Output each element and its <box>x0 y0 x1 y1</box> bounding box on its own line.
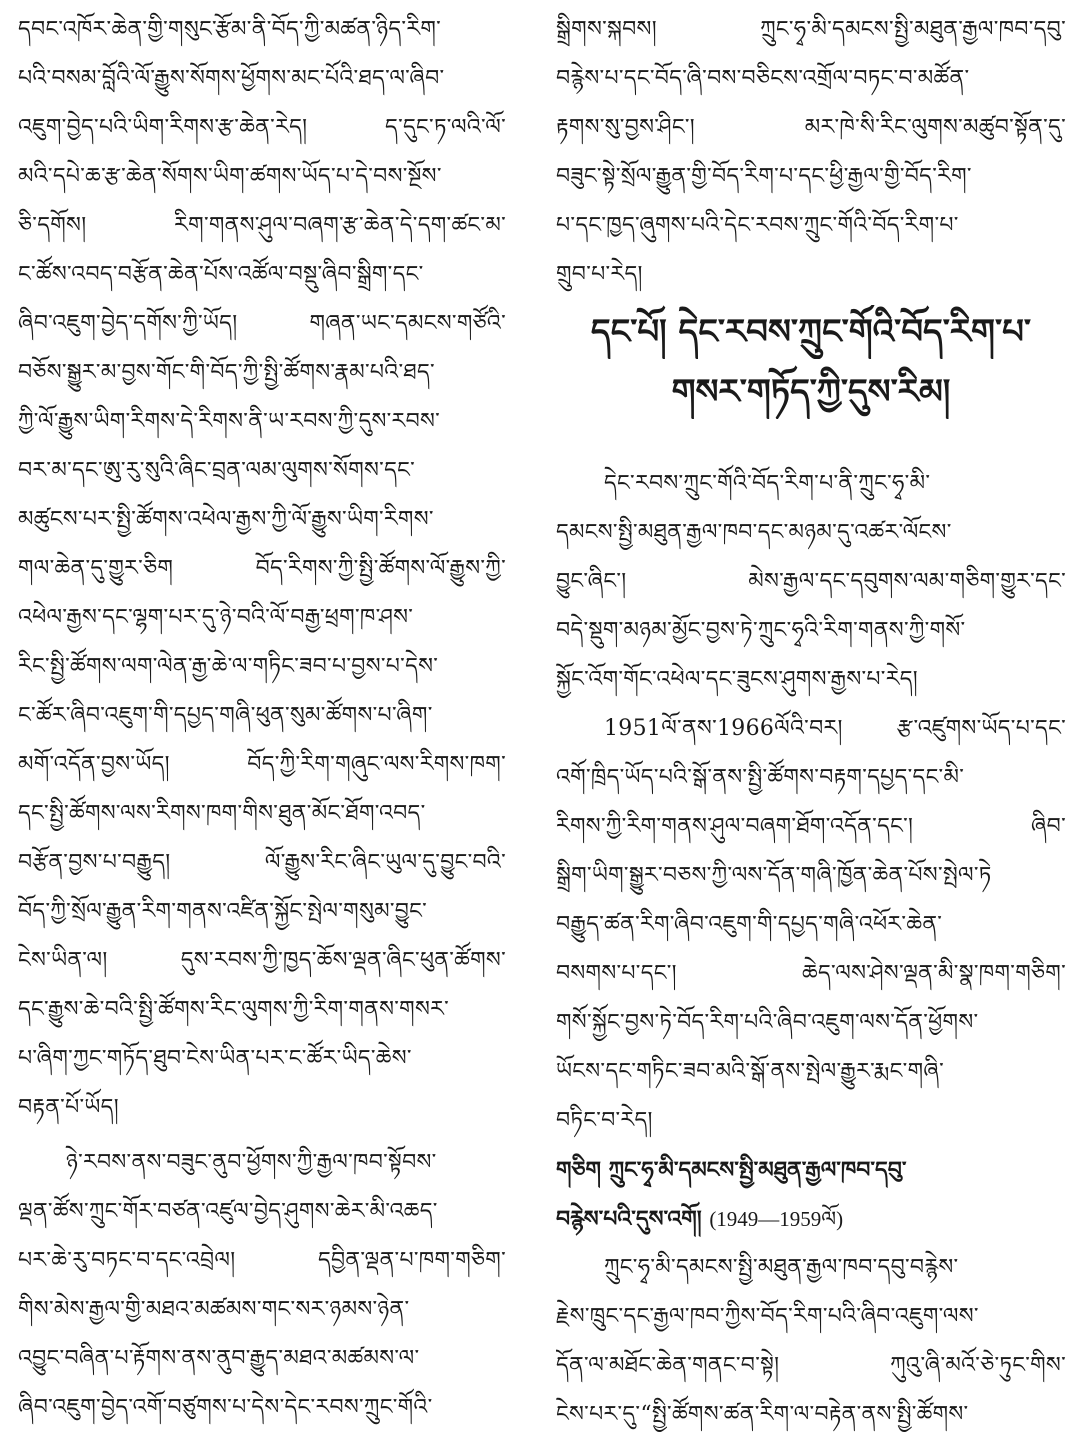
text-line: དོན་ལ་མཐོང་ཆེན་གནང་བ་སྟེ། ཀུའུ་ཞི་མའོ་ཅེ་ཏུང་གིས་ <box>556 1353 1066 1378</box>
text-line: འགོ་ཁྲིད་ཡོད་པའི་སྒོ་ནས་སྤྱི་ཚོགས་བརྟག་དཔྱད་དང་མི་ <box>556 765 965 790</box>
text-line: ངེས་པར་དུ་“སྤྱི་ཚོགས་ཚན་རིག་ལ་བརྟེན་ནས་སྤྱི་ཚོགས་ <box>556 1402 969 1427</box>
text-line: འཇུག་བྱེད་པའི་ཡིག་རིགས་རྩ་ཆེན་རེད། ད་དུང་ཏ་ལའི་ལོ་ <box>18 115 506 140</box>
text-line: ཞིབ་འཇུག་བྱེད་དགོས་ཀྱི་ཡོད། གཞན་ཡང་དམངས་གཙོའི་ <box>18 311 506 336</box>
text-line: གསོ་སྐྱོང་བྱས་ཏེ་བོད་རིག་པའི་ཞིབ་འཇུག་ལས་དོན་ཕྱོགས་ <box>556 1010 979 1035</box>
text-line: བྱུང་ཞིང་། མེས་རྒྱལ་དང་དབུགས་ལམ་གཅིག་གྱུར་དང་ <box>556 569 1066 594</box>
text-line: འཕེལ་རྒྱས་དང་ལྷག་པར་དུ་ཉེ་བའི་ལོ་བརྒྱ་ཕྲག་ཁ་ཤས་ <box>18 605 414 630</box>
text-line: ངེས་ཡིན་ལ། དུས་རབས་ཀྱི་ཁྱད་ཆོས་ལྡན་ཞིང་ཕུན་ཚོགས་ <box>18 948 506 973</box>
text-line: བསགས་པ་དང་། ཆེད་ལས་ཤེས་ལྡན་མི་སྣ་ཁག་གཅིག་ <box>556 961 1066 986</box>
text-line: ང་ཚོས་འབད་བརྩོན་ཆེན་པོས་འཚོལ་བསྡུ་ཞིབ་སྒྲིག་དང་ <box>18 262 424 287</box>
text-line: བར་མ་དང་ཨུ་རུ་སུའི་ཞིང་བྲན་ལམ་ལུགས་སོགས་དང་ <box>18 458 416 483</box>
sub-heading-text: བརྙེས་པའི་དུས་འགོ། <box>556 1206 702 1232</box>
text-line: ཞིབ་འཇུག་བྱེད་འགོ་བཙུགས་པ་དེས་དེང་རབས་ཀྲུང་གོའི་ <box>18 1395 433 1420</box>
text-line: ཉེ་རབས་ནས་བཟུང་ནུབ་ཕྱོགས་ཀྱི་རྒྱལ་ཁབ་སྟོབས་ <box>66 1150 437 1175</box>
text-line: པར་ཆེ་རུ་བཏང་བ་དང་འབྲེལ། དབྱིན་ལྡན་པ་ཁག་གཅིག་ <box>18 1248 506 1273</box>
text-line: སྐྱོང་འོག་གོང་འཕེལ་དང་ཟུངས་ཤུགས་རྒྱས་པ་རེད། <box>556 667 918 692</box>
text-line: བཟུང་སྟེ་སྲོལ་རྒྱུན་གྱི་བོད་རིག་པ་དང་ཕྱི་རྒྱལ་གྱི་བོད་རིག་ <box>556 164 972 189</box>
heading-line: དང་པོ། དེང་རབས་ཀྲུང་གོའི་བོད་རིག་པ་ <box>590 312 1032 352</box>
text-line: རྟགས་སུ་བྱས་ཤིང་། མར་ཁེ་སི་རིང་ལུགས་མཚུབ་སྟོན་དུ་ <box>556 115 1066 140</box>
text-line: བརྒྱུད་ཚན་རིག་ཞིབ་འཇུག་གི་དཔྱད་གཞི་འཕོར་ཆེན་ <box>556 912 943 937</box>
text-line: ལྡན་ཚོས་ཀྲུང་གོར་བཙན་འཛུལ་བྱེད་ཤུགས་ཆེར་མི་འཆད་ <box>18 1199 438 1224</box>
text-line: དམངས་སྤྱི་མཐུན་རྒྱལ་ཁབ་དང་མཉམ་དུ་འཚར་ལོངས་ <box>556 520 952 545</box>
text-line: བཅོས་སྒྱུར་མ་བྱས་གོང་གི་བོད་ཀྱི་སྤྱི་ཚོགས་རྣམ་པའི་ཐད་ <box>18 360 435 385</box>
text-line: འབྱུང་བཞིན་པ་རྟོགས་ནས་ནུབ་རྒྱུད་མཐའ་མཚམས་ལ་ <box>18 1346 420 1371</box>
text-line: བཏིང་བ་རེད། <box>556 1108 653 1133</box>
sub-heading-line <box>556 1197 1066 1241</box>
sub-heading-years: (1949—1959ལོ) <box>709 1207 844 1231</box>
text-line: བོད་ཀྱི་སྲོལ་རྒྱུན་རིག་གནས་འཛིན་སྐྱོང་སྤེལ་གསུམ་བྱུང་ <box>18 899 428 924</box>
text-line: 1951ལོ་ནས་1966ལོའི་བར། རྩ་འཛུགས་ཡོད་པ་དང་ <box>604 716 1066 741</box>
text-line: སྒྲིག་ཡིག་སྒྱུར་བཅས་ཀྱི་ལས་དོན་གཞི་ཁྱོན་ཆེན་པོས་སྤེལ་ཏེ <box>556 863 992 888</box>
text-line: པ་ཞིག་ཀྱང་གཏོད་ཐུབ་ངེས་ཡིན་པར་ང་ཚོར་ཡིད་ཆེས་ <box>18 1046 412 1071</box>
text-line: དང་སྤྱི་ཚོགས་ལས་རིགས་ཁག་གིས་ཐུན་མོང་ཐོག་འབད་ <box>18 801 426 826</box>
text-line: རྗེས་ཁྲུང་དང་རྒྱལ་ཁབ་ཀྱིས་བོད་རིག་པའི་ཞིབ་འཇུག་ལས་ <box>556 1304 979 1329</box>
text-line: རིང་སྤྱི་ཚོགས་ལག་ལེན་རྒྱ་ཆེ་ལ་གཏིང་ཟབ་པ་བྱས་པ་དེས་ <box>18 654 439 679</box>
text-line: བརྟན་པོ་ཡོད། <box>18 1095 119 1120</box>
text-line: མཚུངས་པར་སྤྱི་ཚོགས་འཕེལ་རྒྱས་ཀྱི་ལོ་རྒྱུས་ཡིག་རིགས་ <box>18 507 434 532</box>
text-line: དང་རྒྱུས་ཆེ་བའི་སྤྱི་ཚོགས་རིང་ལུགས་ཀྱི་རིག་གནས་གསར་ <box>18 997 450 1022</box>
text-line: གྲུབ་པ་རེད། <box>556 262 643 287</box>
text-line: གིས་མེས་རྒྱལ་གྱི་མཐའ་མཚམས་གང་སར་ཉམས་ཉེན་ <box>18 1297 410 1322</box>
heading-line: གསར་གཏོད་ཀྱི་དུས་རིམ། <box>671 372 951 412</box>
text-line: ཀྲུང་ཧྭ་མི་དམངས་སྤྱི་མཐུན་རྒྱལ་ཁབ་དབུ་བརྙེས་ <box>604 1255 959 1280</box>
text-line: པ་དང་ཁྱད་ཞུགས་པའི་དེང་རབས་ཀྲུང་གོའི་བོད་རིག་པ་ <box>556 213 959 238</box>
text-line: ཡོངས་དང་གཏིང་ཟབ་མའི་སྒོ་ནས་སྤེལ་རྒྱུར་རྨང་གཞི་ <box>556 1059 944 1084</box>
sub-heading-line: གཅིག ཀྲུང་ཧྭ་མི་དམངས་སྤྱི་མཐུན་རྒྱལ་ཁབ་དབུ་ <box>556 1157 907 1183</box>
text-line: ཅི་དགོས། རིག་གནས་ཤུལ་བཞག་རྩ་ཆེན་དེ་དག་ཚང་མ་ <box>18 213 506 238</box>
text-line: བརྙེས་པ་དང་བོད་ཞི་བས་བཅིངས་འགྲོལ་བཏང་བ་མཚོན་ <box>556 66 970 91</box>
text-line: སྒྲིགས་སྐབས། ཀྲུང་ཧྭ་མི་དམངས་སྤྱི་མཐུན་རྒྱལ་ཁབ་དབུ་ <box>556 17 1066 42</box>
text-line: ཀྱི་ལོ་རྒྱུས་ཡིག་རིགས་དེ་རིགས་ནི་ཡ་རབས་ཀྱི་དུས་རབས་ <box>18 409 441 434</box>
text-line: གལ་ཆེན་དུ་གྱུར་ཅིག བོད་རིགས་ཀྱི་སྤྱི་ཚོགས་ལོ་རྒྱུས་ཀྱི་ <box>18 556 506 581</box>
text-line: བདེ་སྡུག་མཉམ་མྱོང་བྱས་ཏེ་ཀྲུང་ཧྭའི་རིག་གནས་ཀྱི་གསོ་ <box>556 618 966 643</box>
text-line: དེང་རབས་ཀྲུང་གོའི་བོད་རིག་པ་ནི་ཀྲུང་ཧྭ་མི་ <box>604 471 931 496</box>
text-line: རིགས་ཀྱི་རིག་གནས་ཤུལ་བཞག་ཐོག་འདོན་དང་། ཞིབ་ <box>556 814 1066 839</box>
text-line: མའི་དཔེ་ཆ་རྩ་ཆེན་སོགས་ཡིག་ཚགས་ཡོད་པ་དེ་བས་སྔོས་ <box>18 164 442 189</box>
text-line: ང་ཚོར་ཞིབ་འཇུག་གི་དཔྱད་གཞི་ཕུན་སུམ་ཚོགས་པ་ཞིག་ <box>18 703 433 728</box>
text-line: དབང་འཁོར་ཆེན་གྱི་གསུང་རྩོམ་ནི་བོད་ཀྱི་མཚན་ཉིད་རིག་ <box>18 17 442 42</box>
text-line: མགོ་འདོན་བྱས་ཡོད། བོད་ཀྱི་རིག་གཞུང་ལས་རིགས་ཁག་ <box>18 752 506 777</box>
text-line: བརྩོན་བྱས་པ་བརྒྱུད། ལོ་རྒྱུས་རིང་ཞིང་ཡུལ་དུ་བྱུང་བའི་ <box>18 850 506 875</box>
text-line: པའི་བསམ་བློའི་ལོ་རྒྱུས་སོགས་ཕྱོགས་མང་པོའི་ཐད་ལ་ཞིབ་ <box>18 66 445 91</box>
